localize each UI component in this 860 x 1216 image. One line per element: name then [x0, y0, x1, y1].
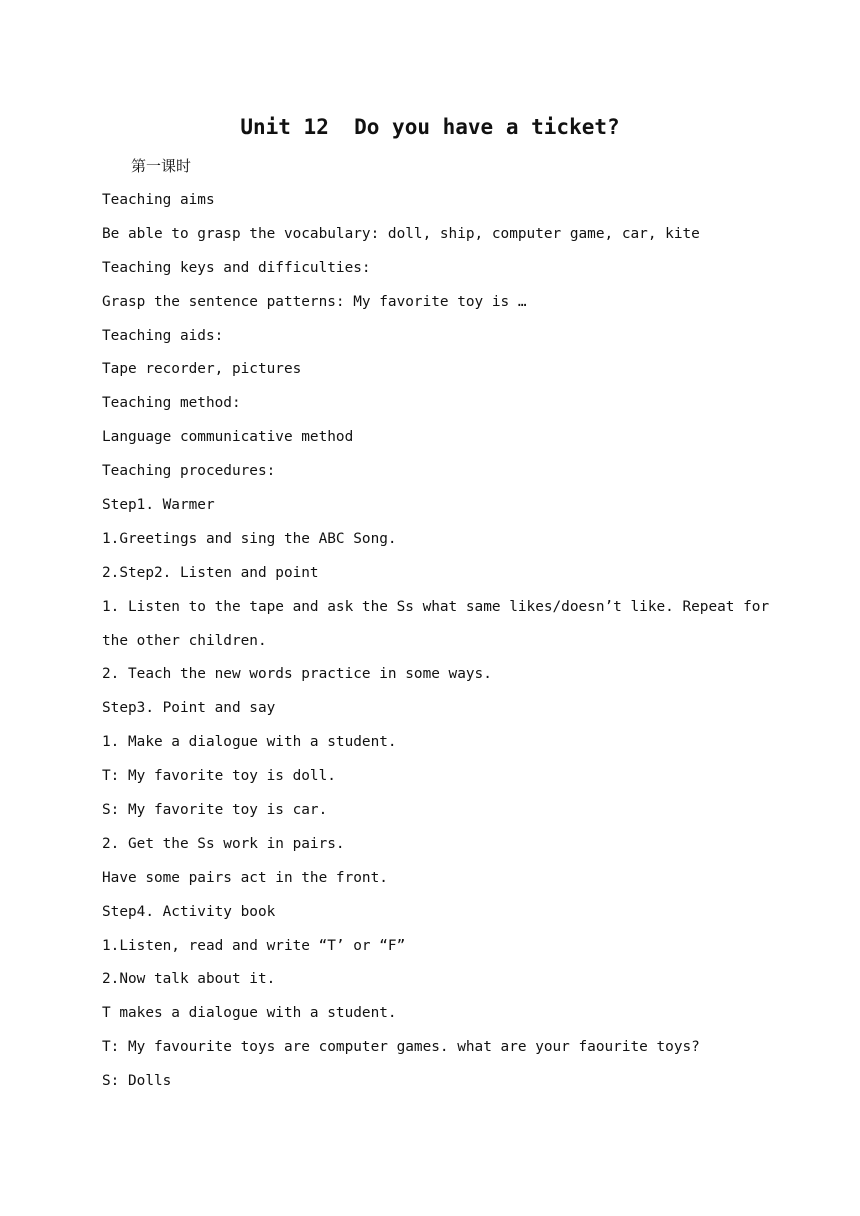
text-line: Step1. Warmer	[102, 497, 215, 514]
text-line: Language communicative method	[102, 429, 354, 446]
text-line: Step3. Point and say	[102, 700, 276, 717]
text-line: 2.Now talk about it.	[102, 971, 276, 988]
text-line: S: My favorite toy is car.	[102, 802, 328, 819]
text-line: 2.Step2. Listen and point	[102, 564, 319, 581]
text-line: Teaching procedures:	[102, 463, 276, 480]
text-line: 1. Make a dialogue with a student.	[102, 734, 397, 751]
lesson-label: 第一课时	[131, 157, 192, 175]
text-line: T: My favourite toys are computer games. what are your faourite toys?	[102, 1039, 700, 1056]
text-line: Teaching aids:	[102, 327, 224, 344]
text-line: Have some pairs act in the front.	[102, 869, 388, 886]
text-line: T makes a dialogue with a student.	[102, 1005, 397, 1022]
text-line: 2. Teach the new words practice in some ways.	[102, 666, 492, 683]
text-line: the other children.	[102, 632, 267, 649]
text-line: Teaching keys and difficulties:	[102, 259, 371, 276]
text-line: 1.Listen, read and write “T’ or “F”	[102, 937, 406, 954]
text-line: 1.Greetings and sing the ABC Song.	[102, 530, 397, 547]
text-line: S: Dolls	[102, 1073, 172, 1090]
text-line: 1. Listen to the tape and ask the Ss what same likes/doesn’t like. Repeat for	[102, 598, 770, 615]
text-line: Teaching method:	[102, 395, 241, 412]
text-line: T: My favorite toy is doll.	[102, 768, 336, 785]
text-line: Be able to grasp the vocabulary: doll, ship, computer game, car, kite	[102, 225, 700, 242]
text-line: Grasp the sentence patterns: My favorite toy is …	[102, 293, 527, 310]
text-line: Step4. Activity book	[102, 903, 276, 920]
document-body	[102, 186, 772, 1101]
text-line: 2. Get the Ss work in pairs.	[102, 835, 345, 852]
text-line: Tape recorder, pictures	[102, 361, 302, 378]
document-title: Unit 12 Do you have a ticket?	[240, 115, 620, 139]
text-line: Teaching aims	[102, 192, 215, 208]
